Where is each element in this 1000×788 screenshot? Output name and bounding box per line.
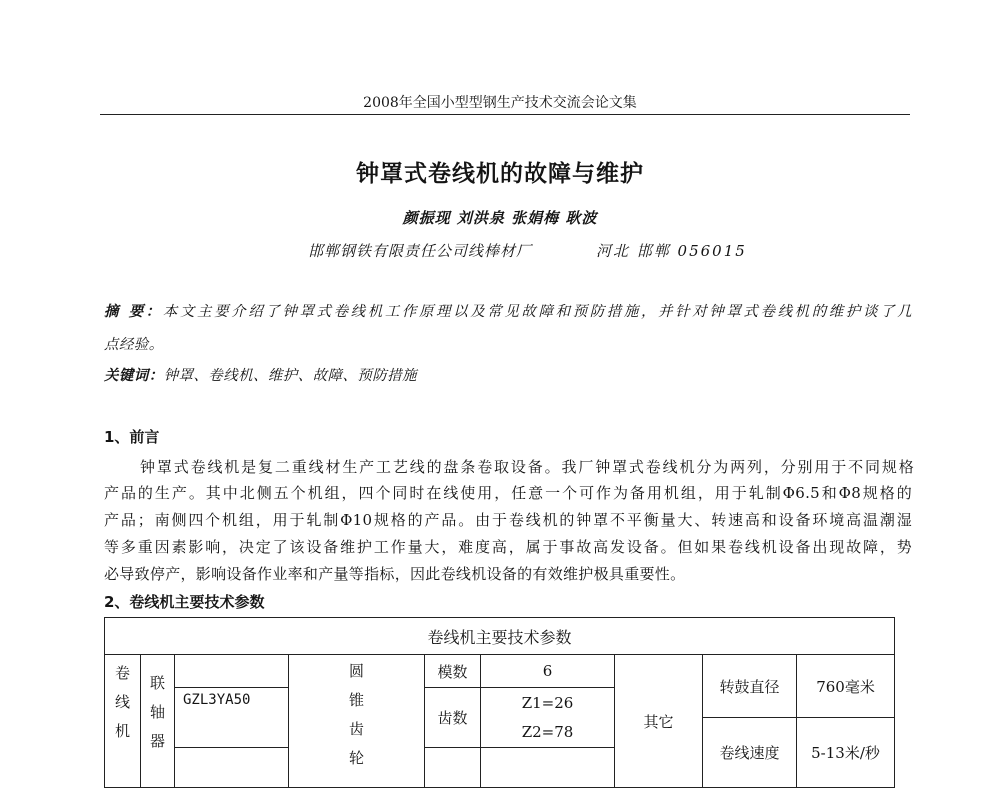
speed-value: 5-13米/秒 xyxy=(797,718,895,788)
abstract-text-1: 本文主要介绍了钟罩式卷线机工作原理以及常见故障和预防措施，并针对钟罩式卷线机的维护谈了几 xyxy=(162,304,912,320)
section-1-line: 产品的生产。其中北侧五个机组，四个同时在线使用，任意一个可作为备用机组，用于轧制Φ6.5和Φ8规格的 xyxy=(104,484,912,502)
location: 河北 邯郸 056015 xyxy=(596,242,747,260)
drum-value: 760毫米 xyxy=(797,655,895,718)
teeth-z2: Z2=78 xyxy=(481,718,615,748)
drum-label: 转鼓直径 xyxy=(703,655,797,718)
section-1-line: 等多重因素影响，决定了该设备维护工作量大，难度高，属于事故高发设备。但如果卷线机设备出现故障，势 xyxy=(104,538,912,556)
coupling-model: GZL3YA50 xyxy=(175,688,289,748)
running-header: 2008年全国小型型钢生产技术交流会论文集 xyxy=(363,95,637,111)
table-cell xyxy=(425,748,481,788)
section-1-line: 钟罩式卷线机是复二重线材生产工艺线的盘条卷取设备。我厂钟罩式卷线机分为两列，分别用于不同规格 xyxy=(140,458,914,476)
section-1-line: 必导致停产，影响设备作业率和产量等指标，因此卷线机设备的有效维护极具重要性。 xyxy=(104,565,686,583)
section-2-heading: 2、卷线机主要技术参数 xyxy=(104,593,265,611)
teeth-z1: Z1=26 xyxy=(481,688,615,718)
speed-label: 卷线速度 xyxy=(703,718,797,788)
keywords xyxy=(104,364,417,385)
coupling-label: 联轴器 xyxy=(149,674,165,750)
affiliation: 邯郸钢铁有限责任公司线棒材厂 xyxy=(308,242,533,260)
modulus-label: 模数 xyxy=(425,655,481,688)
modulus-value: 6 xyxy=(481,655,615,688)
keywords-text: 钟罩、卷线机、维护、故障、预防措施 xyxy=(163,368,417,384)
abstract-line-2: 点经验。 xyxy=(104,337,164,353)
gear-label: 圆锥齿轮 xyxy=(348,662,364,767)
teeth-label: 齿数 xyxy=(425,688,481,748)
paper-title: 钟罩式卷线机的故障与维护 xyxy=(356,160,644,187)
section-1-line: 产品；南侧四个机组，用于轧制Φ10规格的产品。由于卷线机的钟罩不平衡量大、转速高和设备环境高温潮湿 xyxy=(104,511,912,529)
machine-label: 卷线机 xyxy=(114,664,130,740)
table-cell xyxy=(175,748,289,788)
table-caption: 卷线机主要技术参数 xyxy=(105,618,895,655)
table-cell xyxy=(175,655,289,688)
other-label: 其它 xyxy=(615,655,703,788)
abstract-label: 摘 要： xyxy=(104,303,163,320)
gear-label-cell xyxy=(289,655,425,788)
parameters-table xyxy=(104,617,895,788)
header-rule xyxy=(100,114,910,115)
machine-label-cell xyxy=(105,655,141,788)
section-1-heading: 1、前言 xyxy=(104,428,160,446)
table-cell xyxy=(481,748,615,788)
abstract-line-1 xyxy=(104,300,912,321)
keywords-label: 关键词： xyxy=(104,367,164,384)
authors: 颜振现 刘洪泉 张娟梅 耿波 xyxy=(402,209,598,227)
coupling-label-cell xyxy=(141,655,175,788)
